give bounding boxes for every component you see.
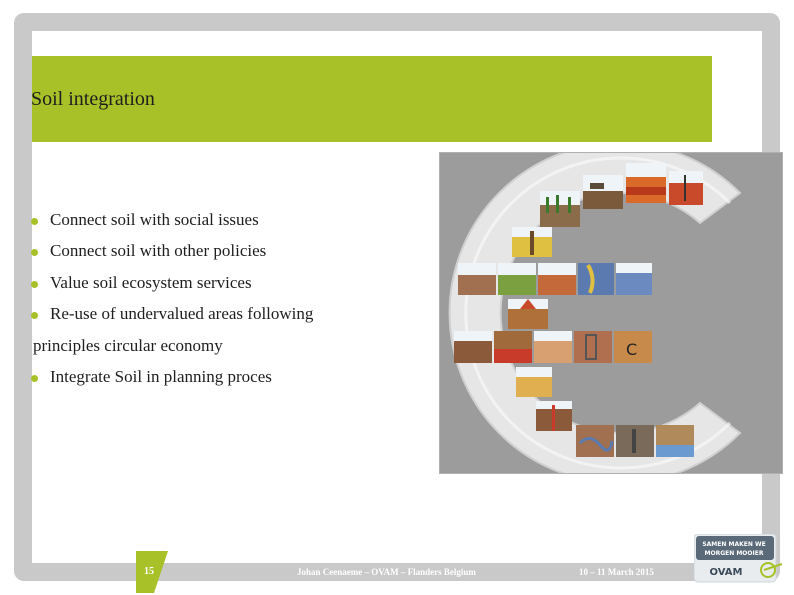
bullet-item <box>31 273 252 293</box>
bullet-text: Connect soil with other policies <box>50 241 267 260</box>
bullet-text: Value soil ecosystem services <box>50 273 252 292</box>
badge-logo-text: OVAM <box>709 567 743 578</box>
euro-symbol-icon <box>440 153 782 473</box>
bullet-dot-icon <box>31 375 38 382</box>
slide-title: Soil integration <box>31 88 155 110</box>
badge-line-2: MORGEN MOOIER <box>704 550 764 557</box>
bullet-dot-icon <box>31 218 38 225</box>
bullet-dot-icon <box>31 249 38 256</box>
bullet-item <box>31 210 259 230</box>
footer-date: 10 – 11 March 2015 <box>579 567 654 577</box>
bullet-item <box>31 241 266 261</box>
bullet-item <box>31 367 272 387</box>
bullet-text: Integrate Soil in planning proces <box>50 367 272 386</box>
ovam-badge-logo <box>694 534 786 584</box>
svg-text:C: C <box>626 340 638 359</box>
euro-soil-illustration <box>439 152 783 474</box>
bullet-text: Connect soil with social issues <box>50 210 259 229</box>
bullet-continuation: principles circular economy <box>33 336 223 355</box>
badge-line-1: SAMEN MAKEN WE <box>702 541 766 548</box>
bullet-dot-icon <box>31 312 38 319</box>
bullet-text: Re-use of undervalued areas following <box>50 304 314 323</box>
page-number: 15 <box>144 566 154 577</box>
bullet-item <box>31 304 313 324</box>
footer-author: Johan Ceenaeme – OVAM – Flanders Belgium <box>297 567 476 577</box>
bullet-dot-icon <box>31 281 38 288</box>
